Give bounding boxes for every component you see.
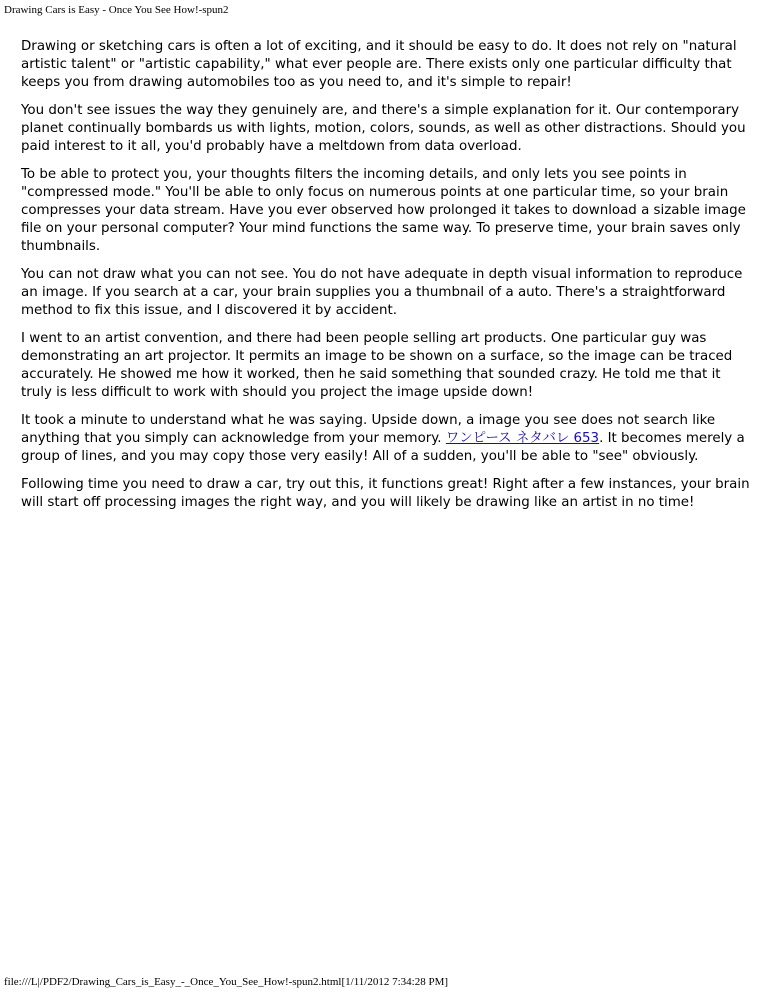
paragraph-3: To be able to protect you, your thoughts filters the incoming details, and only lets you see points in "compressed mode." You'll be able to only focus on numerous points at one particular time, so your brain compresses your data stream. Have you ever observed how prolonged it takes to download a sizable image file on your personal computer? Your mind functions the same way. To preserve time, your brain saves only thumbnails. bbox=[21, 167, 746, 254]
one-piece-spoiler-link[interactable]: ワンピース ネタバレ 653 bbox=[445, 431, 600, 446]
paragraph-6 bbox=[21, 412, 751, 466]
paragraph-1: Drawing or sketching cars is often a lot of exciting, and it should be easy to do. It does not rely on "natural artistic talent" or "artistic capability," what ever people are. There exists only one particular difficulty that keeps you from drawing automobiles too as you need to, and it's simple to repair! bbox=[21, 39, 737, 90]
print-footer-url: file:///L|/PDF2/Drawing_Cars_is_Easy_-_Once_You_See_How!-spun2.html[1/11/2012 7:34:28 PM] bbox=[4, 976, 449, 988]
print-header-title: Drawing Cars is Easy - Once You See How!-spun2 bbox=[4, 4, 229, 16]
paragraph-6-text-end: . It becomes merely a group of lines, and you may copy those very easily! All of a sudden, you'll be able to "see" obviously. bbox=[21, 431, 745, 464]
article-body bbox=[21, 38, 751, 522]
paragraph-4: You can not draw what you can not see. You do not have adequate in depth visual information to reproduce an image. If you search at a car, your brain supplies you a thumbnail of a auto. There's a straightforward method to fix this issue, and I discovered it by accident. bbox=[21, 267, 743, 318]
paragraph-6-text-start: It took a minute to understand what he was saying. Upside down, a image you see does not search like anything that you simply can acknowledge from your memory. bbox=[21, 413, 716, 446]
paragraph-7: Following time you need to draw a car, try out this, it functions great! Right after a few instances, your brain will start off processing images the right way, and you will likely be drawing like an artist in no time! bbox=[21, 477, 750, 510]
paragraph-2: You don't see issues the way they genuinely are, and there's a simple explanation for it. Our contemporary planet continually bombards us with lights, motion, colors, sounds, as well as other distractions. Should you paid interest to it all, you'd probably have a meltdown from data overload. bbox=[21, 103, 746, 154]
paragraph-5: I went to an artist convention, and there had been people selling art products. One particular guy was demonstrating an art projector. It permits an image to be shown on a surface, so the image can be traced accurately. He showed me how it worked, then he said something that sounded crazy. He told me that it truly is less difficult to work with should you project the image upside down! bbox=[21, 331, 733, 400]
